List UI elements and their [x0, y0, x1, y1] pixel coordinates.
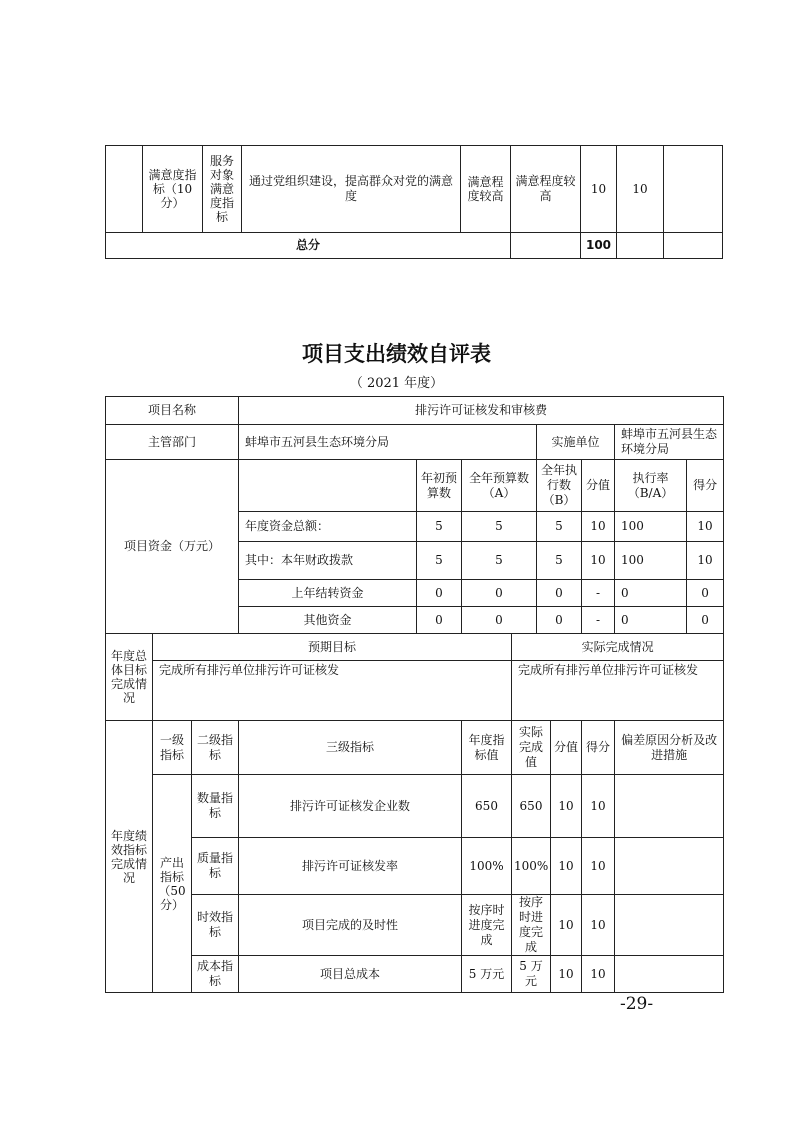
note-value: [615, 838, 724, 895]
target-value: 按序时进度完成: [462, 895, 512, 956]
funds-value: 0: [417, 580, 462, 607]
project-name-label: 项目名称: [106, 397, 239, 425]
funds-header: 执行率（B/A）: [615, 460, 687, 512]
target-cell: 满意程度较高: [461, 146, 511, 233]
funds-value: 100: [615, 512, 687, 542]
funds-value: 0: [687, 607, 724, 634]
funds-value: 0: [462, 607, 537, 634]
funds-value: 10: [687, 542, 724, 580]
impl-label: 实施单位: [537, 425, 615, 460]
perf-header: 一级指标: [153, 721, 192, 775]
funds-value: 0: [417, 607, 462, 634]
actual-value: 按序时进度完成: [512, 895, 551, 956]
dept-value: 蚌埠市五河县生态环境分局: [239, 425, 537, 460]
funds-value: 0: [537, 580, 582, 607]
category-cell: 满意度指标（10 分）: [143, 146, 203, 233]
funds-value: 5: [417, 542, 462, 580]
note-value: [615, 775, 724, 838]
level2-indicator: 时效指标: [192, 895, 239, 956]
funds-header: 分值: [582, 460, 615, 512]
project-name-value: 排污许可证核发和审核费: [239, 397, 724, 425]
total-value: 100: [581, 233, 617, 259]
goal-label: 年度总体目标完成情况: [106, 634, 153, 721]
score-cell: 10: [617, 146, 664, 233]
funds-value: 5: [462, 542, 537, 580]
funds-header: 年初预算数: [417, 460, 462, 512]
funds-header: 全年预算数（A）: [462, 460, 537, 512]
funds-row-label: 其他资金: [239, 607, 417, 634]
level3-indicator: 排污许可证核发企业数: [239, 775, 462, 838]
funds-value: 0: [615, 580, 687, 607]
funds-value: 5: [462, 512, 537, 542]
actual-value: 650: [512, 775, 551, 838]
blank-cell: [617, 233, 664, 259]
funds-value: 100: [615, 542, 687, 580]
weight-value: 10: [551, 956, 582, 993]
actual-value: 100%: [512, 838, 551, 895]
level2-indicator: 数量指标: [192, 775, 239, 838]
score-value: 10: [582, 895, 615, 956]
note-value: [615, 895, 724, 956]
impl-value: 蚌埠市五河县生态环境分局: [615, 425, 724, 460]
funds-value: 5: [537, 542, 582, 580]
funds-value: 5: [417, 512, 462, 542]
funds-label: 项目资金（万元）: [106, 460, 239, 634]
sub-category-cell: 服务对象满意度指标: [203, 146, 242, 233]
note-value: [615, 956, 724, 993]
level2-indicator: 成本指标: [192, 956, 239, 993]
performance-evaluation-table: [105, 396, 724, 993]
note-cell: [664, 146, 723, 233]
perf-header: 分值: [551, 721, 582, 775]
level1-indicator: 产出指标（50分）: [153, 775, 192, 993]
funds-value: -: [582, 580, 615, 607]
level2-indicator: 质量指标: [192, 838, 239, 895]
funds-value: -: [582, 607, 615, 634]
actual-goal-value: 完成所有排污单位排污许可证核发: [512, 661, 724, 721]
perf-header: 偏差原因分析及改进措施: [615, 721, 724, 775]
blank-cell: [239, 460, 417, 512]
total-label: 总分: [106, 233, 511, 259]
perf-header: 年度指标值: [462, 721, 512, 775]
funds-row-label: 上年结转资金: [239, 580, 417, 607]
funds-header: 全年执行数（B）: [537, 460, 582, 512]
level3-indicator: 项目完成的及时性: [239, 895, 462, 956]
weight-value: 10: [551, 895, 582, 956]
level3-indicator: 项目总成本: [239, 956, 462, 993]
page-number: -29-: [620, 994, 654, 1014]
weight-value: 10: [551, 775, 582, 838]
score-weight-cell: 10: [581, 146, 617, 233]
blank-cell: [664, 233, 723, 259]
score-value: 10: [582, 775, 615, 838]
year-subtitle: （ 2021 年度）: [349, 376, 444, 391]
funds-value: 0: [687, 580, 724, 607]
funds-header: 得分: [687, 460, 724, 512]
blank-cell: [511, 233, 581, 259]
target-value: 5 万元: [462, 956, 512, 993]
page-title: 项目支出绩效自评表: [302, 342, 491, 366]
blank-cell: [106, 146, 143, 233]
perf-header: 二级指标: [192, 721, 239, 775]
perf-header: 得分: [582, 721, 615, 775]
funds-value: 10: [582, 512, 615, 542]
perf-header: 实际完成值: [512, 721, 551, 775]
actual-goal-label: 实际完成情况: [512, 634, 724, 661]
funds-row-label: 其中：本年财政拨款: [239, 542, 417, 580]
target-value: 100%: [462, 838, 512, 895]
score-value: 10: [582, 956, 615, 993]
funds-value: 10: [687, 512, 724, 542]
indicator-cell: 通过党组织建设，提高群众对党的满意度: [242, 146, 461, 233]
score-value: 10: [582, 838, 615, 895]
target-value: 650: [462, 775, 512, 838]
perf-header: 三级指标: [239, 721, 462, 775]
funds-value: 10: [582, 542, 615, 580]
actual-cell: 满意程度较高: [511, 146, 581, 233]
expected-goal-value: 完成所有排污单位排污许可证核发: [153, 661, 512, 721]
funds-value: 5: [537, 512, 582, 542]
dept-label: 主管部门: [106, 425, 239, 460]
previous-table-fragment: [105, 145, 723, 259]
level3-indicator: 排污许可证核发率: [239, 838, 462, 895]
funds-value: 0: [462, 580, 537, 607]
expected-goal-label: 预期目标: [153, 634, 512, 661]
funds-value: 0: [537, 607, 582, 634]
actual-value: 5 万元: [512, 956, 551, 993]
weight-value: 10: [551, 838, 582, 895]
funds-value: 0: [615, 607, 687, 634]
funds-row-label: 年度资金总额：: [239, 512, 417, 542]
performance-label: 年度绩效指标完成情况: [106, 721, 153, 993]
